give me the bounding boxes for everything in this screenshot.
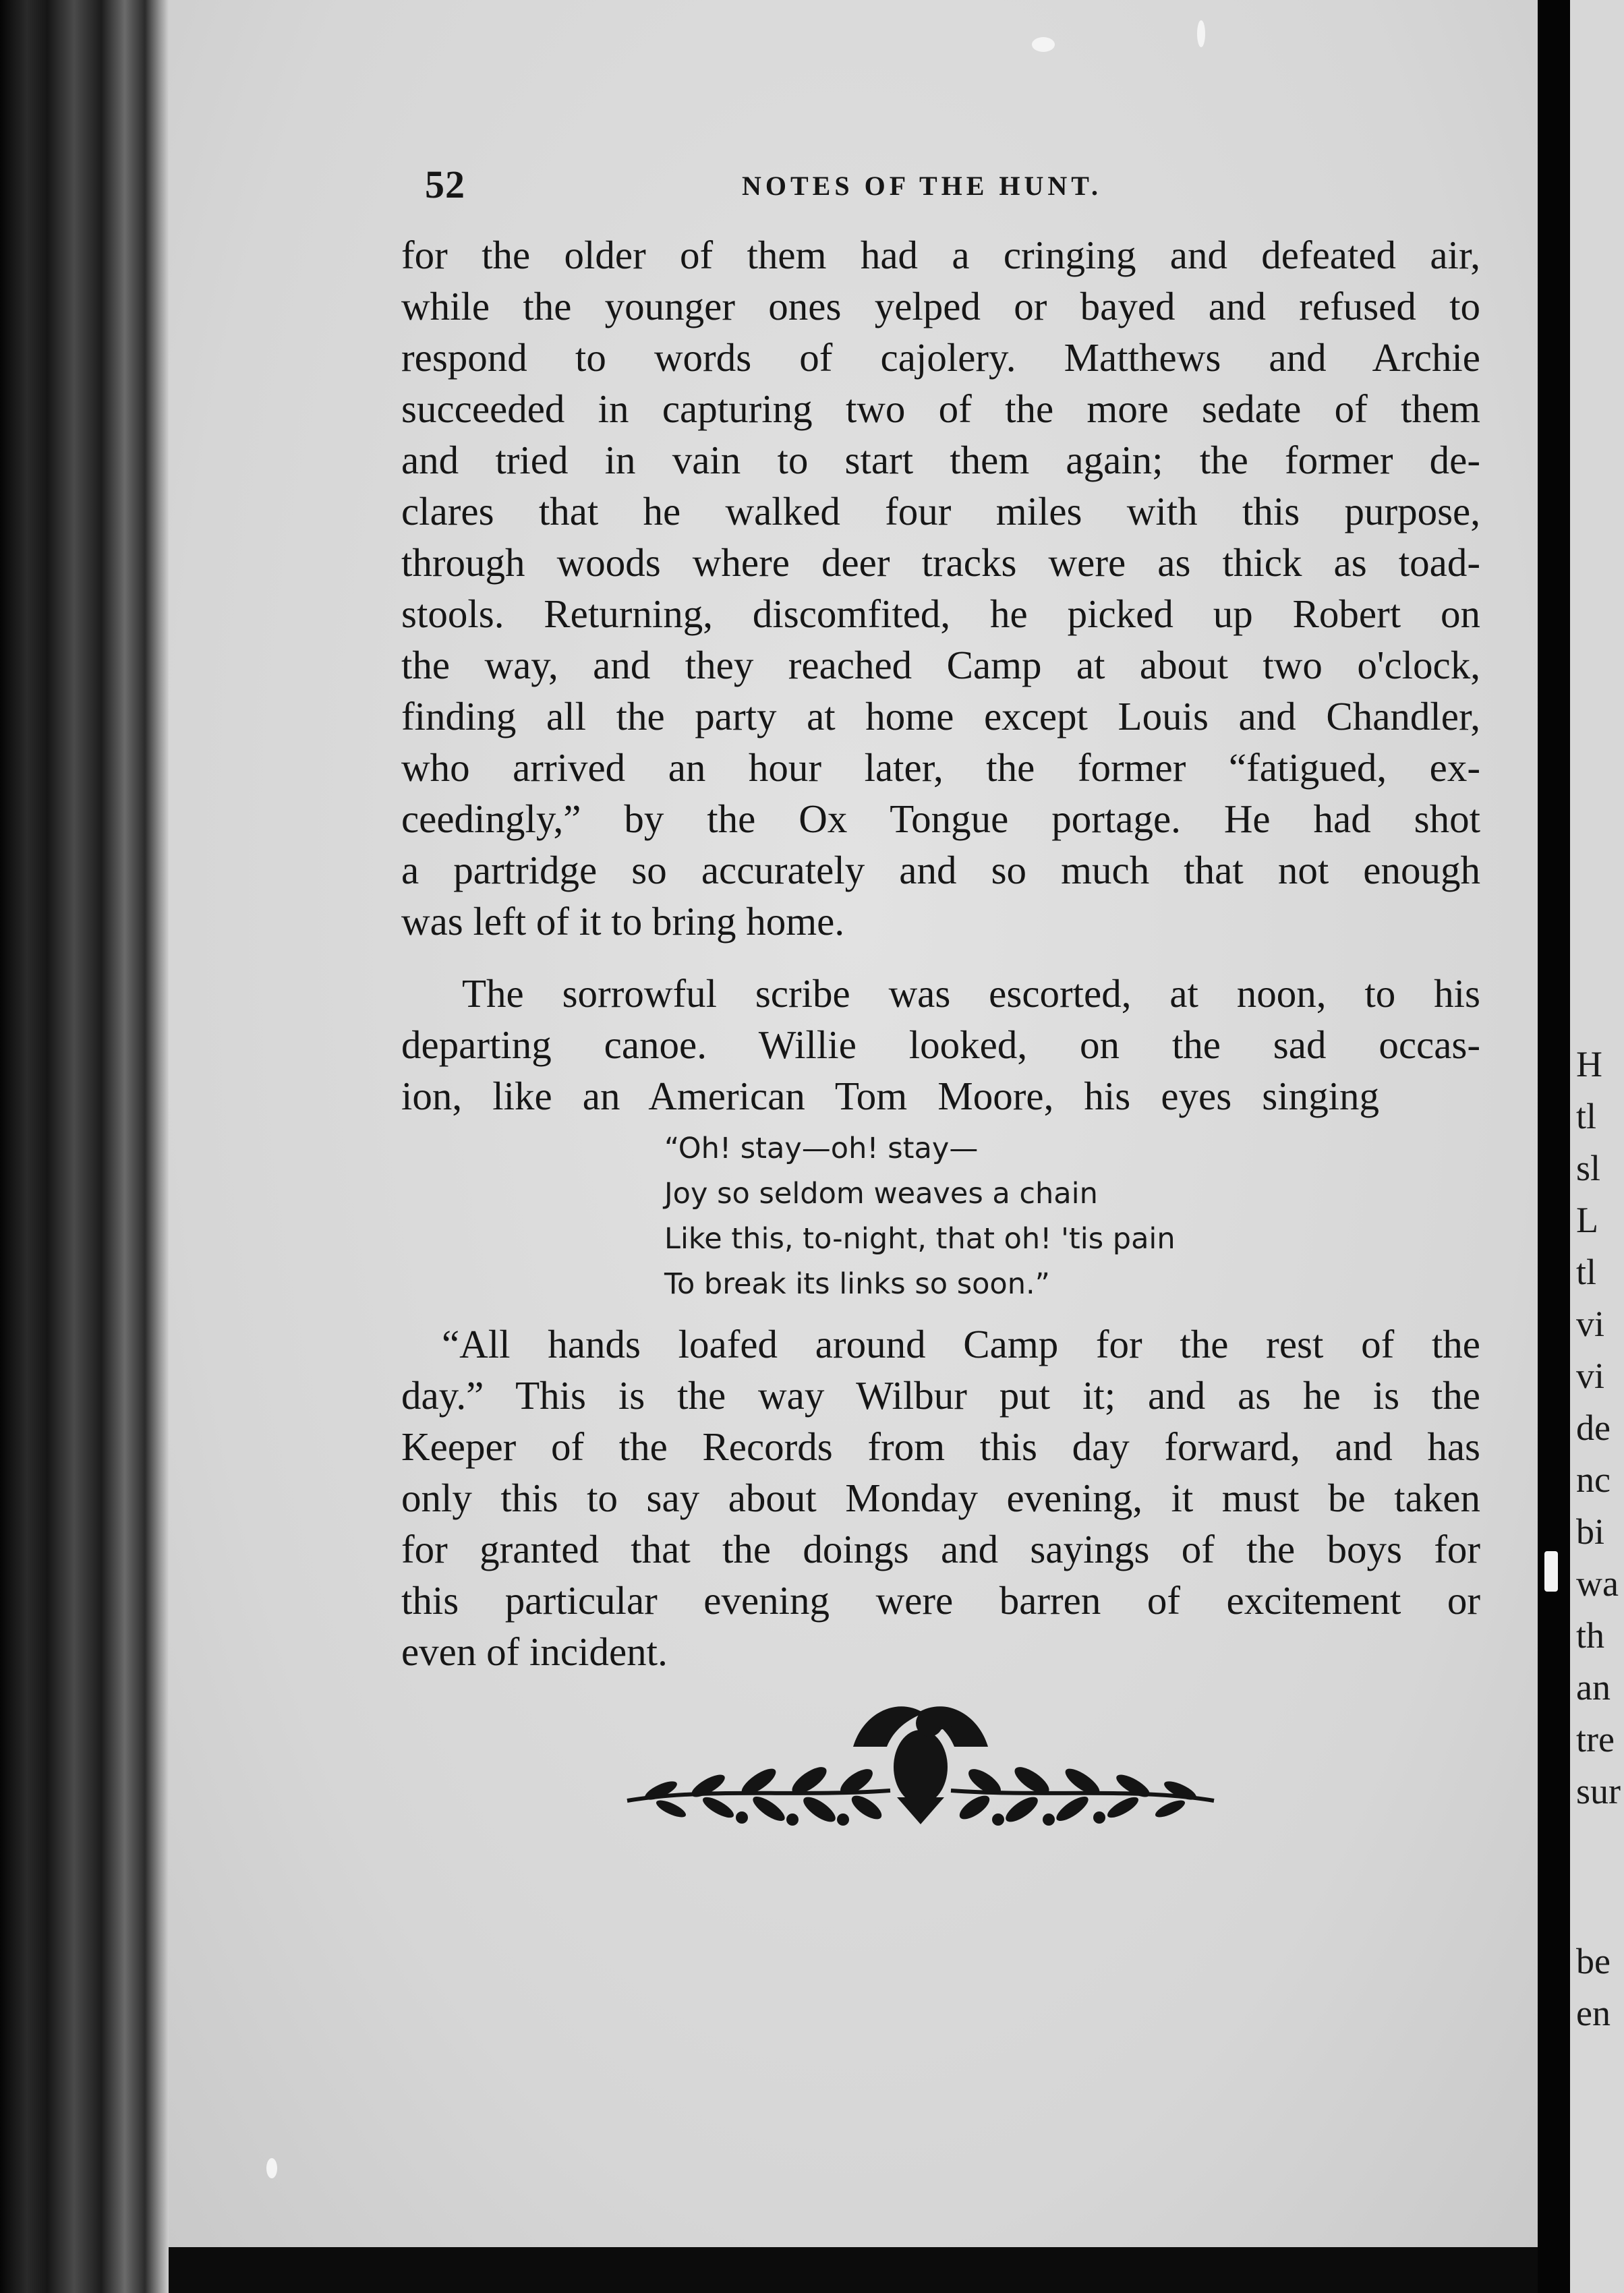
facing-fragment: sl <box>1576 1148 1601 1188</box>
facing-fragment: nc <box>1576 1459 1611 1500</box>
facing-fragment: tl <box>1576 1252 1597 1292</box>
text-line: Keeper of the Records from this day forward, and has <box>401 1424 1480 1469</box>
text-line: succeeded in capturing two of the more sedate of them <box>401 386 1480 431</box>
facing-fragment: be <box>1576 1941 1611 1981</box>
text-line: clares that he walked four miles with this purpose, <box>401 489 1480 533</box>
scan-speck <box>1032 37 1055 52</box>
facing-fragment: wa <box>1576 1563 1619 1604</box>
text-line: who arrived an hour later, the former “fatigued, ex- <box>401 745 1480 790</box>
verse-line: “Oh! stay—oh! stay— <box>664 1132 979 1165</box>
text-line: while the younger ones yelped or bayed and refused to <box>401 284 1480 328</box>
scan-speck <box>266 2158 277 2178</box>
text-line: and tried in vain to start them again; the former de- <box>401 438 1480 482</box>
facing-fragment: an <box>1576 1667 1611 1708</box>
text-line: for the older of them had a cringing and defeated air, <box>401 233 1480 277</box>
facing-fragment: vi <box>1576 1356 1605 1396</box>
scan-speck <box>1197 20 1205 47</box>
text-line: ion, like an American Tom Moore, his eyes singing <box>401 1074 1379 1118</box>
facing-fragment: L <box>1576 1200 1598 1240</box>
facing-fragment: sur <box>1576 1771 1621 1811</box>
facing-fragment: de <box>1576 1407 1611 1448</box>
page-bottom-edge <box>169 2247 1538 2293</box>
scan-speck <box>1544 1551 1558 1592</box>
page-header <box>425 162 1437 209</box>
paragraph-3 <box>401 1318 1480 1677</box>
text-line: a partridge so accurately and so much that not enough <box>401 848 1480 892</box>
text-line: respond to words of cajolery. Matthews and Archie <box>401 335 1480 380</box>
text-line: through woods where deer tracks were as thick as toad- <box>401 540 1480 585</box>
verse-line: Like this, to-night, that oh! 'tis pain <box>664 1222 1176 1256</box>
eagle-with-laurel-branches-icon <box>607 1666 1234 1848</box>
text-line: departing canoe. Willie looked, on the sad occas- <box>401 1022 1480 1067</box>
verse-line: Joy so seldom weaves a chain <box>664 1177 1098 1211</box>
text-line: this particular evening were barren of excitement or <box>401 1578 1480 1623</box>
page-gutter <box>1538 0 1570 2293</box>
text-line: for granted that the doings and sayings of the boys for <box>401 1527 1480 1571</box>
facing-page-text <box>1576 1039 1624 2039</box>
facing-fragment: tre <box>1576 1719 1615 1760</box>
facing-fragment: H <box>1576 1044 1602 1084</box>
facing-fragment: en <box>1576 1993 1611 2033</box>
verse-quotation <box>664 1126 1176 1307</box>
text-line: even of incident. <box>401 1629 668 1674</box>
book-spine <box>0 0 169 2293</box>
facing-fragment: th <box>1576 1615 1605 1656</box>
facing-fragment: vi <box>1576 1304 1605 1344</box>
text-line: only this to say about Monday evening, it must be taken <box>401 1476 1480 1520</box>
text-line: “All hands loafed around Camp for the rest of the <box>442 1322 1480 1366</box>
text-line: the way, and they reached Camp at about two o'clock, <box>401 643 1480 687</box>
paragraph-2 <box>401 968 1480 1122</box>
page-number: 52 <box>425 163 465 206</box>
facing-gap <box>1576 1818 1624 1936</box>
verse-line: To break its links so soon.” <box>664 1267 1050 1301</box>
text-line: The sorrowful scribe was escorted, at noon, to his <box>462 971 1480 1016</box>
facing-fragment: bi <box>1576 1511 1605 1552</box>
running-title: NOTES OF THE HUNT. <box>742 171 1103 201</box>
facing-fragment: tl <box>1576 1096 1597 1136</box>
text-line: finding all the party at home except Louis and Chandler, <box>401 694 1480 738</box>
paragraph-1 <box>401 229 1480 947</box>
text-line: ceedingly,” by the Ox Tongue portage. He had shot <box>401 796 1480 841</box>
text-line: stools. Returning, discomfited, he picked up Robert on <box>401 591 1480 636</box>
text-line: day.” This is the way Wilbur put it; and as he is the <box>401 1373 1480 1418</box>
text-line: was left of it to bring home. <box>401 899 845 944</box>
